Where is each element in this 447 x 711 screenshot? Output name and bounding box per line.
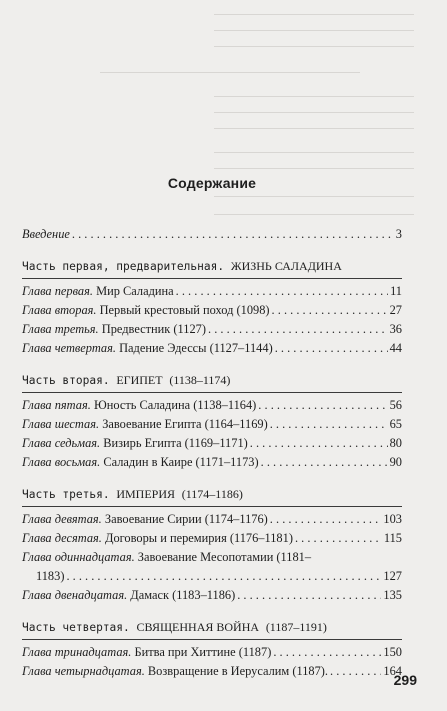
toc-entry: [22, 548, 402, 567]
chapter-label: Глава вторая.: [22, 303, 97, 317]
chapter-title: Предвестник (1127): [101, 322, 207, 336]
dot-leader: [237, 586, 381, 605]
chapter-label: Глава тринадцатая.: [22, 645, 132, 659]
page-ref: 103: [383, 512, 402, 526]
page-ref: 44: [389, 341, 402, 355]
chapter-title: Падение Эдессы (1127–1144): [119, 341, 273, 355]
chapter-label: Глава десятая.: [22, 531, 102, 545]
chapter-title: Завоевание Сирии (1174–1176): [104, 512, 268, 526]
page-ref: 135: [383, 588, 402, 602]
page-ref: 115: [383, 531, 402, 545]
part-title: ЕГИПЕТ: [116, 373, 163, 387]
chapter-label: Глава первая.: [22, 284, 93, 298]
page-ref: 65: [389, 417, 402, 431]
part-label: Часть первая, предварительная.: [22, 260, 225, 273]
page-ref: 127: [383, 569, 402, 583]
toc-entry: [22, 662, 402, 681]
page-ref: 36: [389, 322, 402, 336]
chapter-title-continuation: 1183): [36, 569, 65, 583]
dot-leader: [66, 567, 381, 586]
dot-leader: [295, 529, 382, 548]
dot-leader: [270, 415, 388, 434]
chapter-title: Саладин в Каире (1171–1173): [103, 455, 259, 469]
toc-title: Содержание: [167, 175, 257, 191]
toc-entry: [22, 339, 402, 358]
chapter-label: Введение: [22, 227, 70, 241]
toc-entry-continuation: [22, 567, 402, 586]
toc-entry: [22, 320, 402, 339]
chapter-title: Договоры и перемирия (1176–1181): [105, 531, 293, 545]
page-ref: 90: [389, 455, 402, 469]
chapter-title: Первый крестовый поход (1098): [99, 303, 270, 317]
part-dates: (1187–1191): [265, 620, 327, 634]
toc-entry: [22, 643, 402, 662]
chapter-label: Глава пятая.: [22, 398, 91, 412]
toc-entry: [22, 396, 402, 415]
toc-entry: [22, 434, 402, 453]
toc-entry: [22, 529, 402, 548]
dot-leader: [208, 320, 388, 339]
part-label: Часть третья.: [22, 488, 110, 501]
part-dates: (1138–1174): [169, 373, 231, 387]
toc-entry: [22, 453, 402, 472]
chapter-title: Визирь Египта (1169–1171): [103, 436, 248, 450]
part-heading: [22, 487, 402, 502]
toc-entry: [22, 586, 402, 605]
divider: [22, 392, 402, 393]
page-ref: 164: [383, 664, 402, 678]
page-ref: 80: [389, 436, 402, 450]
page-ref: 3: [395, 227, 402, 241]
chapter-label: Глава девятая.: [22, 512, 102, 526]
chapter-label: Глава третья.: [22, 322, 99, 336]
page-ref: 150: [383, 645, 402, 659]
chapter-label: Глава четвертая.: [22, 341, 116, 355]
divider: [22, 278, 402, 279]
dot-leader: [330, 662, 381, 681]
dot-leader: [273, 643, 381, 662]
chapter-title: Битва при Хиттине (1187): [134, 645, 272, 659]
chapter-title: Юность Саладина (1138–1164): [93, 398, 257, 412]
part-label: Часть четвертая.: [22, 621, 130, 634]
page-ref: 27: [389, 303, 402, 317]
part-label: Часть вторая.: [22, 374, 110, 387]
page-ref: 11: [390, 284, 402, 298]
part-heading: [22, 620, 402, 635]
toc-entry-intro: [22, 225, 402, 244]
dot-leader: [275, 339, 388, 358]
chapter-title: Возвращение в Иерусалим (1187).: [147, 664, 329, 678]
chapter-label: Глава седьмая.: [22, 436, 101, 450]
chapter-label: Глава восьмая.: [22, 455, 101, 469]
part-title: ИМПЕРИЯ: [116, 487, 175, 501]
chapter-label: Глава четырнадцатая.: [22, 664, 145, 678]
toc-entry: [22, 282, 402, 301]
part-heading: [22, 373, 402, 388]
part-heading: [22, 259, 402, 274]
chapter-label: Глава двенадцатая.: [22, 588, 128, 602]
part-title: ЖИЗНЬ САЛАДИНА: [230, 259, 342, 273]
divider: [22, 639, 402, 640]
table-of-contents: [22, 175, 402, 681]
dot-leader: [72, 225, 394, 244]
part-dates: (1174–1186): [181, 487, 243, 501]
dot-leader: [250, 434, 388, 453]
chapter-label: Глава шестая.: [22, 417, 100, 431]
dot-leader: [261, 453, 388, 472]
chapter-title: Дамаск (1183–1186): [130, 588, 236, 602]
dot-leader: [270, 510, 382, 529]
dot-leader: [258, 396, 387, 415]
page-number: 299: [393, 672, 417, 688]
toc-entry: [22, 510, 402, 529]
dot-leader: [272, 301, 388, 320]
toc-entry: [22, 301, 402, 320]
chapter-title: Завоевание Месопотамии (1181–: [137, 550, 312, 564]
divider: [22, 506, 402, 507]
chapter-title: Мир Саладина: [96, 284, 174, 298]
page-ref: 56: [389, 398, 402, 412]
toc-entry: [22, 415, 402, 434]
chapter-label: Глава одиннадцатая.: [22, 550, 135, 564]
dot-leader: [176, 282, 388, 301]
chapter-title: Завоевание Египта (1164–1169): [102, 417, 268, 431]
part-title: СВЯЩЕННАЯ ВОЙНА: [136, 620, 260, 634]
